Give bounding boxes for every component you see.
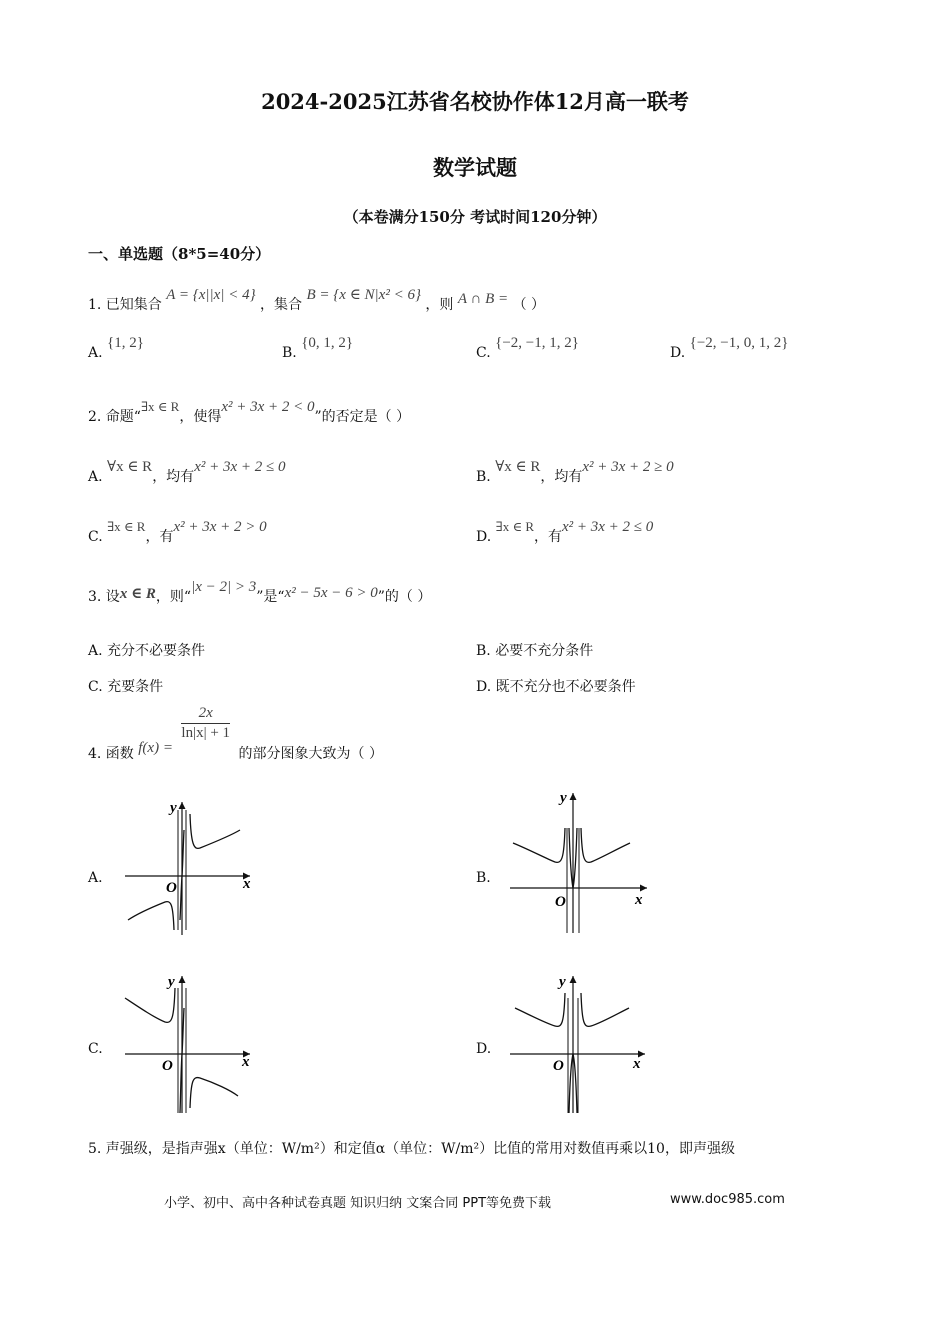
x-label: x (243, 876, 251, 892)
y-label: y (559, 974, 566, 990)
curve-right-upper (581, 993, 629, 1026)
q3-option-c: C. 充要条件 (88, 679, 164, 695)
question-5: 5. 声强级，是指声强x（单位：W/m²）和定值α（单位：W/m²）比值的常用对数值再乘以10，即声强级 (88, 1141, 735, 1157)
origin-label: O (553, 1058, 564, 1074)
q1-prefix: 1. 已知集合 (88, 297, 162, 313)
q4-option-d-label: D. (476, 1041, 492, 1057)
q2-option-a: A. ∀x ∈ R，均有x² + 3x + 2 ≤ 0 (88, 459, 286, 485)
q1-mid: ，集合 (260, 297, 303, 313)
q3-option-b: B. 必要不充分条件 (476, 643, 594, 659)
q1-option-a: A. {1, 2} (88, 335, 144, 361)
origin-label: O (166, 880, 177, 896)
section-heading: 一、单选题（8*5=40分） (88, 245, 271, 263)
question-2: 2. 命题“∃x ∈ R，使得x² + 3x + 2 < 0”的否定是（ ） (88, 399, 411, 425)
q1-set-b: B = {x ∈ N|x² < 6} (306, 287, 421, 303)
q1-paren: （ ） (512, 297, 546, 313)
y-label: y (170, 800, 177, 816)
q1-set-a: A = {x||x| < 4} (166, 287, 256, 303)
q3-expr-1: |x − 2| > 3 (191, 579, 257, 595)
footer-text: 小学、初中、高中各种试卷真题 知识归纳 文案合同 PPT等免费下载 (164, 1196, 552, 1211)
q1-option-c: C. {−2, −1, 1, 2} (476, 335, 579, 361)
x-label: x (633, 1056, 641, 1072)
origin-label: O (555, 894, 566, 910)
q1-option-c-value: {−2, −1, 1, 2} (495, 335, 579, 351)
q1-option-b-value: {0, 1, 2} (301, 335, 354, 351)
exam-note: （本卷满分150分 考试时间120分钟） (343, 208, 607, 226)
curve-left-upper (513, 828, 565, 862)
q1-option-d: D. {−2, −1, 0, 1, 2} (670, 335, 789, 361)
question-4: 4. 函数 f(x) = $\frac{2x}{\ln|x| + 1}$ 的部分图象大致为（ ） (88, 705, 383, 762)
graph-option-b (505, 788, 655, 938)
q1-option-d-value: {−2, −1, 0, 1, 2} (689, 335, 789, 351)
graph-option-d (505, 968, 655, 1118)
exam-title: 2024-2025江苏省名校协作体12月高一联考 (261, 89, 689, 114)
q1-expr: A ∩ B = (457, 291, 509, 307)
q4-option-a-label: A. (88, 870, 103, 886)
subject-title: 数学试题 (433, 155, 517, 180)
curve-left-upper (125, 988, 175, 1022)
origin-label: O (162, 1058, 173, 1074)
graph-option-a (120, 790, 270, 940)
q4-option-c-label: C. (88, 1041, 103, 1057)
q1-option-b: B. {0, 1, 2} (282, 335, 354, 361)
q3-condition: x ∈ R (119, 586, 156, 602)
q2-option-c: C. ∃x ∈ R，有x² + 3x + 2 > 0 (88, 519, 267, 545)
curve-right-lower (190, 1078, 238, 1108)
q2-premise: ∃x ∈ R (140, 399, 180, 414)
curve-left-lower (128, 902, 174, 930)
q4-numerator: 2x (181, 706, 230, 724)
question-3: 3. 设x ∈ R，则“|x − 2| > 3”是“x² − 5x − 6 > 0”的（ ） (88, 579, 432, 605)
x-label: x (242, 1054, 250, 1070)
q2-option-b: B. ∀x ∈ R，均有x² + 3x + 2 ≥ 0 (476, 459, 674, 485)
q3-expr-2: x² − 5x − 6 > 0 (284, 585, 378, 601)
q4-option-b-label: B. (476, 870, 491, 886)
curve-right-upper (581, 828, 630, 862)
q4-denominator: ln|x| + 1 (181, 725, 231, 741)
y-label: y (560, 790, 567, 806)
curve-right-upper (190, 814, 240, 848)
q1-end: ，则 (425, 297, 454, 313)
y-label: y (168, 974, 175, 990)
q2-option-d: D. ∃x ∈ R，有x² + 3x + 2 ≤ 0 (476, 519, 654, 545)
q4-fraction (181, 706, 230, 741)
footer-link[interactable]: www.doc985.com (670, 1192, 785, 1207)
q2-inequality: x² + 3x + 2 < 0 (221, 399, 315, 415)
question-1 (88, 287, 546, 314)
q1-option-a-value: {1, 2} (107, 335, 144, 351)
q3-option-a: A. 充分不必要条件 (88, 643, 206, 659)
x-label: x (635, 892, 643, 908)
curve-left-upper (515, 993, 565, 1026)
q3-option-d: D. 既不充分也不必要条件 (476, 679, 636, 695)
q4-function-name: f(x) = (138, 739, 173, 756)
graph-option-c (120, 968, 270, 1118)
